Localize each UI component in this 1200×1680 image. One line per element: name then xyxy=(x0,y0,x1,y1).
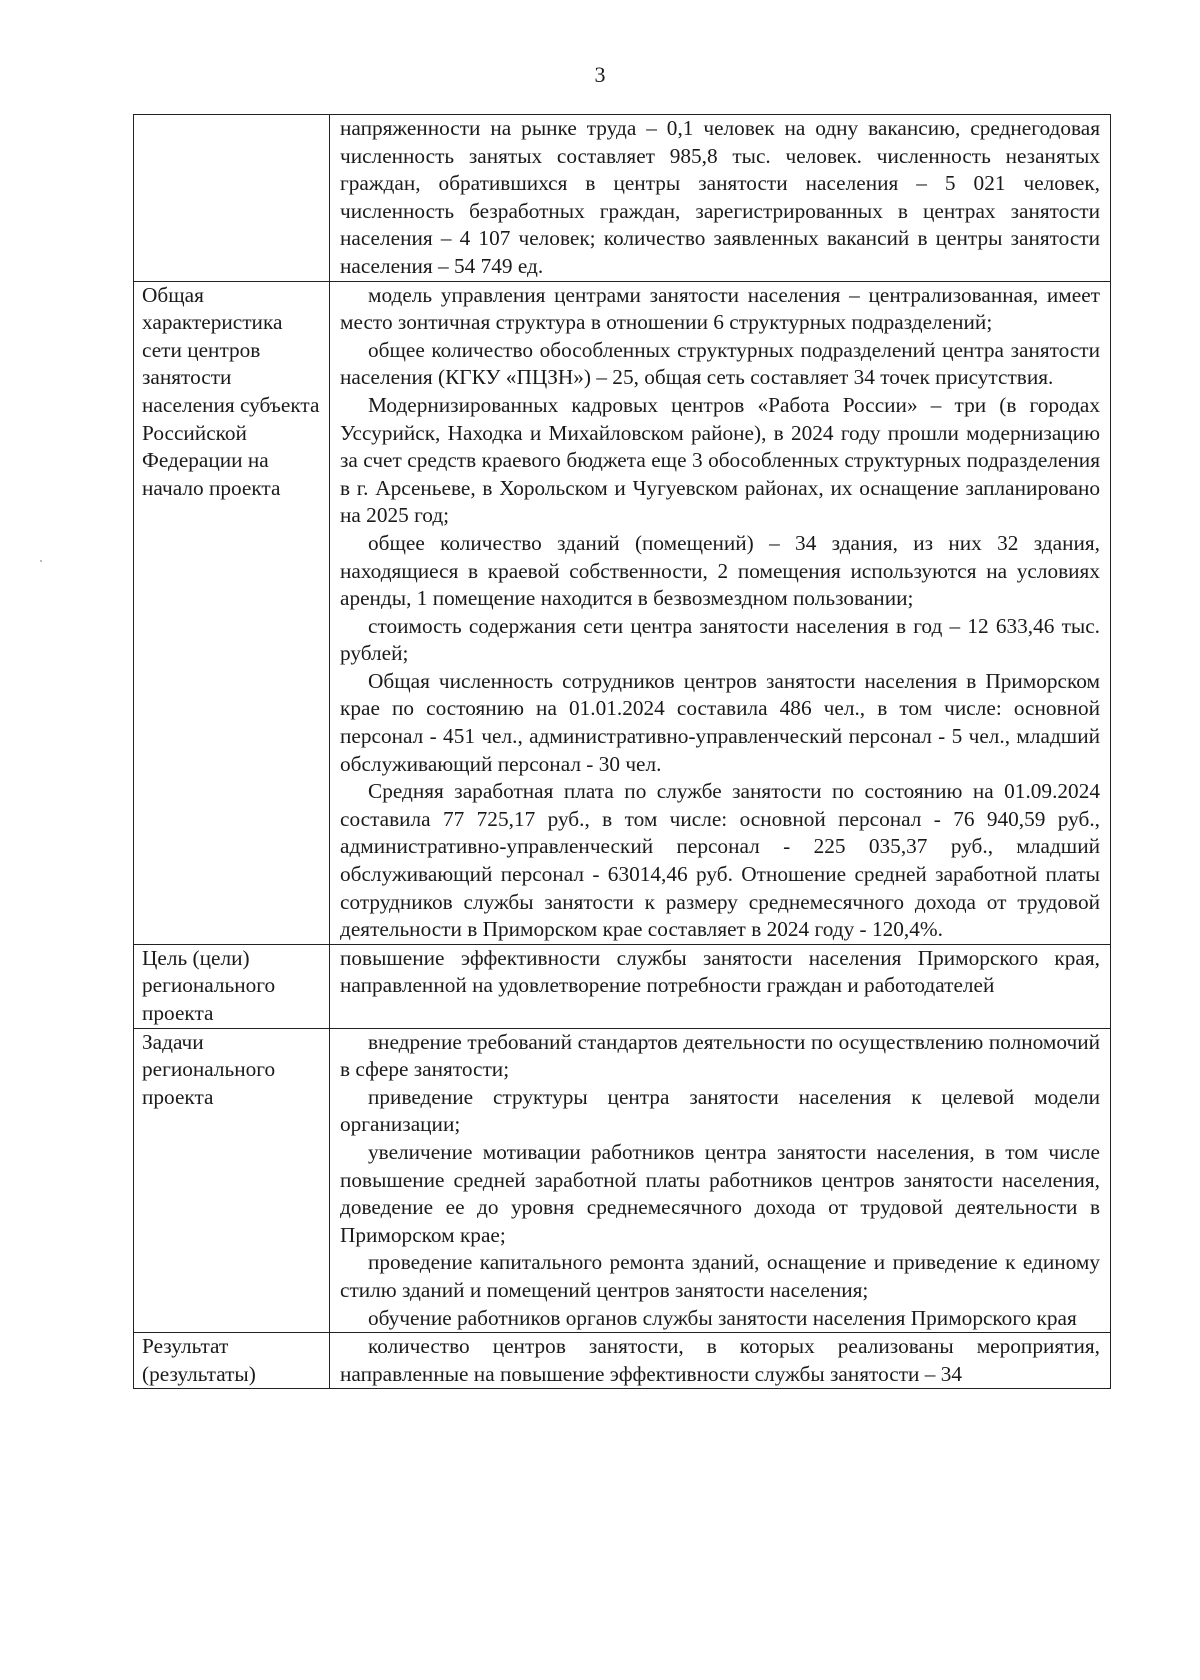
row-label-cell xyxy=(134,1333,330,1389)
row-content-cell xyxy=(330,1333,1111,1389)
content-paragraph: Модернизированных кадровых центров «Работа России» – три (в городах Уссурийск, Находка и Михайловском районе), в 2024 году прошли модернизацию за счет средств краевого бюджета еще 3 обособленных структурных подразделения в г. Арсеньеве, в Хорольском и Чугуевском районах, их оснащение запланировано на 2025 год; xyxy=(340,392,1100,528)
content-paragraph: общее количество зданий (помещений) – 34 здания, из них 32 здания, находящиеся в краевой собственности, 2 помещения используются на условиях аренды, 1 помещение находится в безвозмездном пользовании; xyxy=(340,530,1100,611)
row-label: Цель (цели) регионального проекта xyxy=(142,945,276,1025)
row-content-cell xyxy=(330,944,1111,1028)
content-paragraph: повышение эффективности службы занятости населения Приморского края, направленной на удовлетворение потребности граждан и работодателей xyxy=(340,945,1100,998)
row-label-cell xyxy=(134,281,330,944)
content-paragraph: Средняя заработная плата по службе занятости по состоянию на 01.09.2024 составила 77 725,17 руб., в том числе: основной персонал - 76 940,59 руб., административно-управленческий персонал - 225 035,37 руб., младший обслуживающий персонал - 63014,46 руб. Отношение средней заработной платы сотрудников службы занятости к размеру среднемесячного дохода от трудовой деятельности в Приморском крае составляет в 2024 году - 120,4%. xyxy=(340,779,1100,942)
project-passport-table xyxy=(133,114,1111,1389)
row-label: Результат (результаты) xyxy=(142,1334,256,1386)
content-paragraph: обучение работников органов службы занятости населения Приморского края xyxy=(368,1305,1077,1330)
content-paragraph: напряженности на рынке труда – 0,1 человек на одну вакансию, среднегодовая численность занятых составляет 985,8 тыс. человек. численность незанятых граждан, обратившихся в центры занятости населения – 5 021 человек, численность безработных граждан, зарегистрированных в центрах занятости населения – 4 107 человек; количество заявленных вакансий в центры занятости населения – 54 749 ед. xyxy=(340,116,1100,278)
content-paragraph: количество центров занятости, в которых реализованы мероприятия, направленные на повышение эффективности службы занятости – 34 xyxy=(340,1334,1100,1386)
content-paragraph: приведение структуры центра занятости населения к целевой модели организации; xyxy=(340,1084,1100,1137)
content-paragraph: Общая численность сотрудников центров занятости населения в Приморском крае по состоянию на 01.01.2024 составила 486 чел., в том числе: основной персонал - 451 чел., административно-управленческий персонал - 5 чел., младший обслуживающий персонал - 30 чел. xyxy=(340,668,1100,776)
table-row xyxy=(134,1333,1111,1389)
table-row xyxy=(134,1028,1111,1333)
row-label: Общая характеристика сети центров занятости населения субъекта Российской Федерации на начало проекта xyxy=(142,282,320,500)
content-paragraph: общее количество обособленных структурных подразделений центра занятости населения (КГКУ «ПЦЗН») – 25, общая сеть составляет 34 точек присутствия. xyxy=(340,337,1100,390)
row-content-cell xyxy=(330,281,1111,944)
table-row xyxy=(134,944,1111,1028)
content-paragraph: проведение капитального ремонта зданий, оснащение и приведение к единому стилю зданий и помещений центров занятости населения; xyxy=(340,1250,1100,1302)
row-content-cell xyxy=(330,115,1111,282)
table-row xyxy=(134,115,1111,282)
table-row xyxy=(134,281,1111,944)
content-paragraph: увеличение мотивации работников центра занятости населения, в том числе повышение средней заработной платы работников центров занятости населения, доведение ее до уровня среднемесячного дохода от трудовой деятельности в Приморском крае; xyxy=(340,1139,1100,1247)
scan-speck xyxy=(40,560,42,562)
row-content-cell xyxy=(330,1028,1111,1333)
content-paragraph: модель управления центрами занятости населения – централизованная, имеет место зонтичная структура в отношении 6 структурных подразделений; xyxy=(340,282,1100,335)
row-label-cell xyxy=(134,944,330,1028)
page-number: 3 xyxy=(594,62,606,87)
content-paragraph: внедрение требований стандартов деятельности по осуществлению полномочий в сфере занятости; xyxy=(340,1029,1100,1082)
content-paragraph: стоимость содержания сети центра занятости населения в год – 12 633,46 тыс. рублей; xyxy=(340,613,1100,666)
row-label-cell xyxy=(134,115,330,282)
row-label: Задачи регионального проекта xyxy=(142,1029,276,1109)
row-label-cell xyxy=(134,1028,330,1333)
